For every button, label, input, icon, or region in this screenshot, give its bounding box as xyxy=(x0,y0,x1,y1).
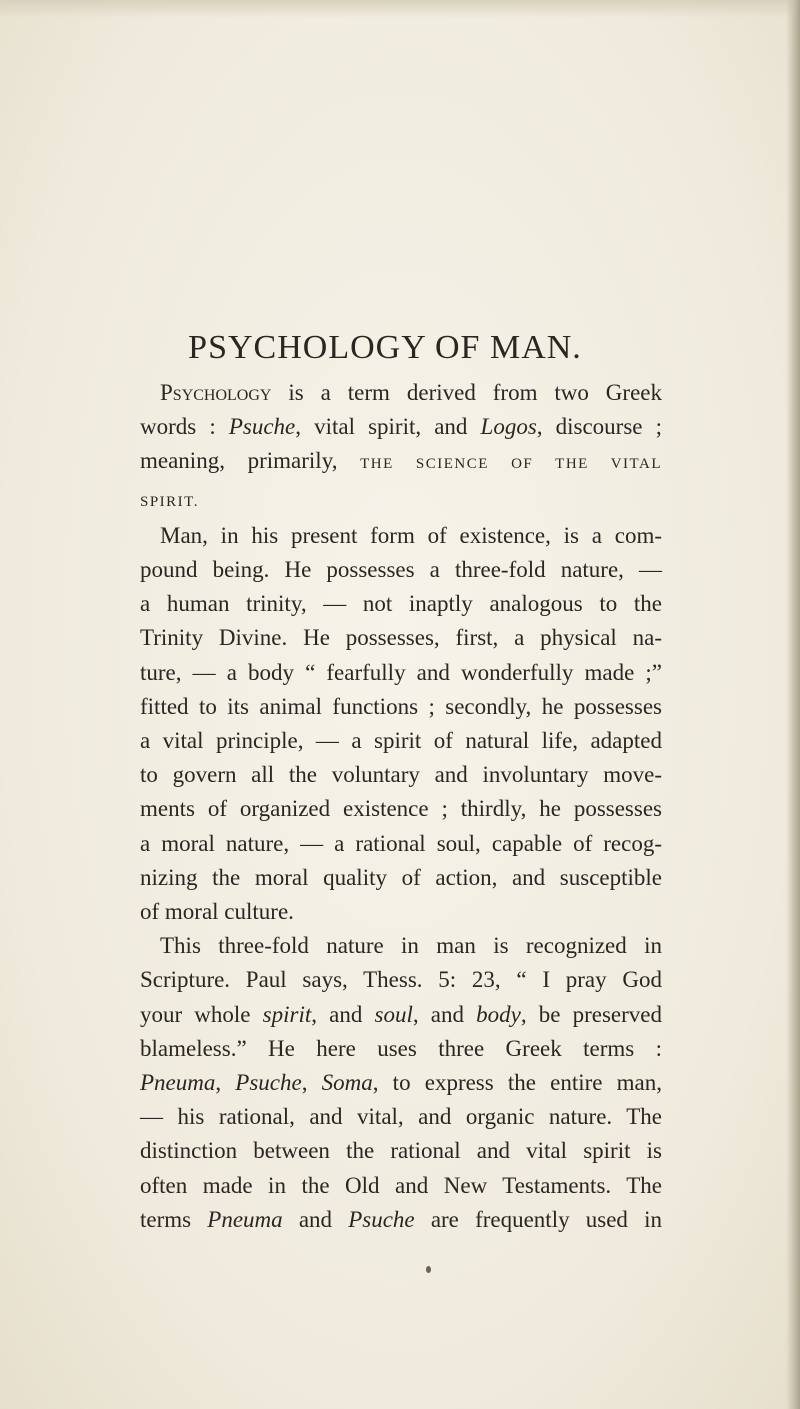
text-line xyxy=(140,1203,662,1237)
italic-term: Soma xyxy=(321,1070,373,1096)
text-run: are frequently used in xyxy=(414,1206,662,1232)
text-line: often made in the Old and New Testaments. The xyxy=(140,1172,662,1198)
text-run: , xyxy=(215,1070,236,1096)
text-run: , discourse ; xyxy=(536,414,662,440)
italic-term: Pneuma xyxy=(207,1206,283,1232)
text-run: , vital spirit, and xyxy=(295,414,481,440)
text-line: of moral culture. xyxy=(140,899,294,925)
text-line: nizing the moral quality of action, and susceptible xyxy=(140,864,662,890)
text-line: blameless.” He here uses three Greek terms : xyxy=(140,1035,662,1061)
page-title: PSYCHOLOGY OF MAN. xyxy=(188,329,582,366)
text-line: to govern all the voluntary and involuntary move- xyxy=(140,762,662,788)
text-line: pound being. He possesses a three-fold nature, — xyxy=(140,557,662,583)
page-binding-edge xyxy=(786,0,800,1409)
italic-term: Psuche xyxy=(228,414,296,440)
text-run: , to express the entire man, xyxy=(372,1070,663,1096)
text-line xyxy=(140,444,662,481)
text-line: a vital principle, — a spirit of natural life, adapted xyxy=(140,728,662,754)
text-line xyxy=(140,1066,662,1100)
text-line: ture, — a body “ fearfully and wonderfully made ;” xyxy=(140,659,662,685)
text-line: Man, in his present form of existence, is a com- xyxy=(160,522,662,548)
text-run: your whole xyxy=(140,1001,263,1027)
text-run: words : xyxy=(140,414,229,440)
ink-speck xyxy=(426,1266,431,1273)
text-line: distinction between the rational and vital spirit is xyxy=(140,1138,662,1164)
text-line: ments of organized existence ; thirdly, he possesses xyxy=(140,796,662,822)
text-line xyxy=(140,482,662,519)
text-run: meaning, primarily, xyxy=(140,448,361,474)
text-line xyxy=(140,376,662,410)
body-text xyxy=(140,376,662,1237)
text-line: — his rational, and vital, and organic nature. The xyxy=(140,1104,662,1130)
italic-term: Psuche xyxy=(235,1070,302,1096)
text-run: terms xyxy=(140,1206,208,1232)
text-line xyxy=(140,410,662,444)
small-caps-phrase: SPIRIT. xyxy=(140,493,199,510)
italic-term: body xyxy=(476,1001,521,1027)
text-run: and xyxy=(282,1206,349,1232)
italic-term: Logos xyxy=(480,414,537,440)
text-line: a human trinity, — not inaptly analogous to the xyxy=(140,591,662,617)
text-run: , and xyxy=(311,1001,375,1027)
text-run: , xyxy=(301,1070,322,1096)
italic-term: Psuche xyxy=(348,1206,415,1232)
text-run: , be preserved xyxy=(520,1001,662,1027)
text-line: a moral nature, — a rational soul, capable of recog- xyxy=(140,830,662,856)
italic-term: Pneuma xyxy=(140,1070,216,1096)
small-caps-phrase: THE SCIENCE OF THE VITAL xyxy=(360,456,662,473)
text-run: is a term derived from two Greek xyxy=(271,380,662,405)
italic-term: spirit xyxy=(262,1001,312,1027)
text-line: Trinity Divine. He possesses, first, a physical na- xyxy=(140,625,662,651)
text-line: fitted to its animal functions ; secondly, he possesses xyxy=(140,693,662,719)
page-top-shadow xyxy=(0,0,800,18)
small-caps-term: Psychology xyxy=(160,380,272,405)
text-line xyxy=(140,998,662,1032)
italic-term: soul xyxy=(374,1001,413,1027)
text-line: This three-fold nature in man is recognized in xyxy=(160,933,662,959)
text-line: Scripture. Paul says, Thess. 5: 23, “ I pray God xyxy=(140,967,662,993)
text-run: , and xyxy=(412,1001,477,1027)
